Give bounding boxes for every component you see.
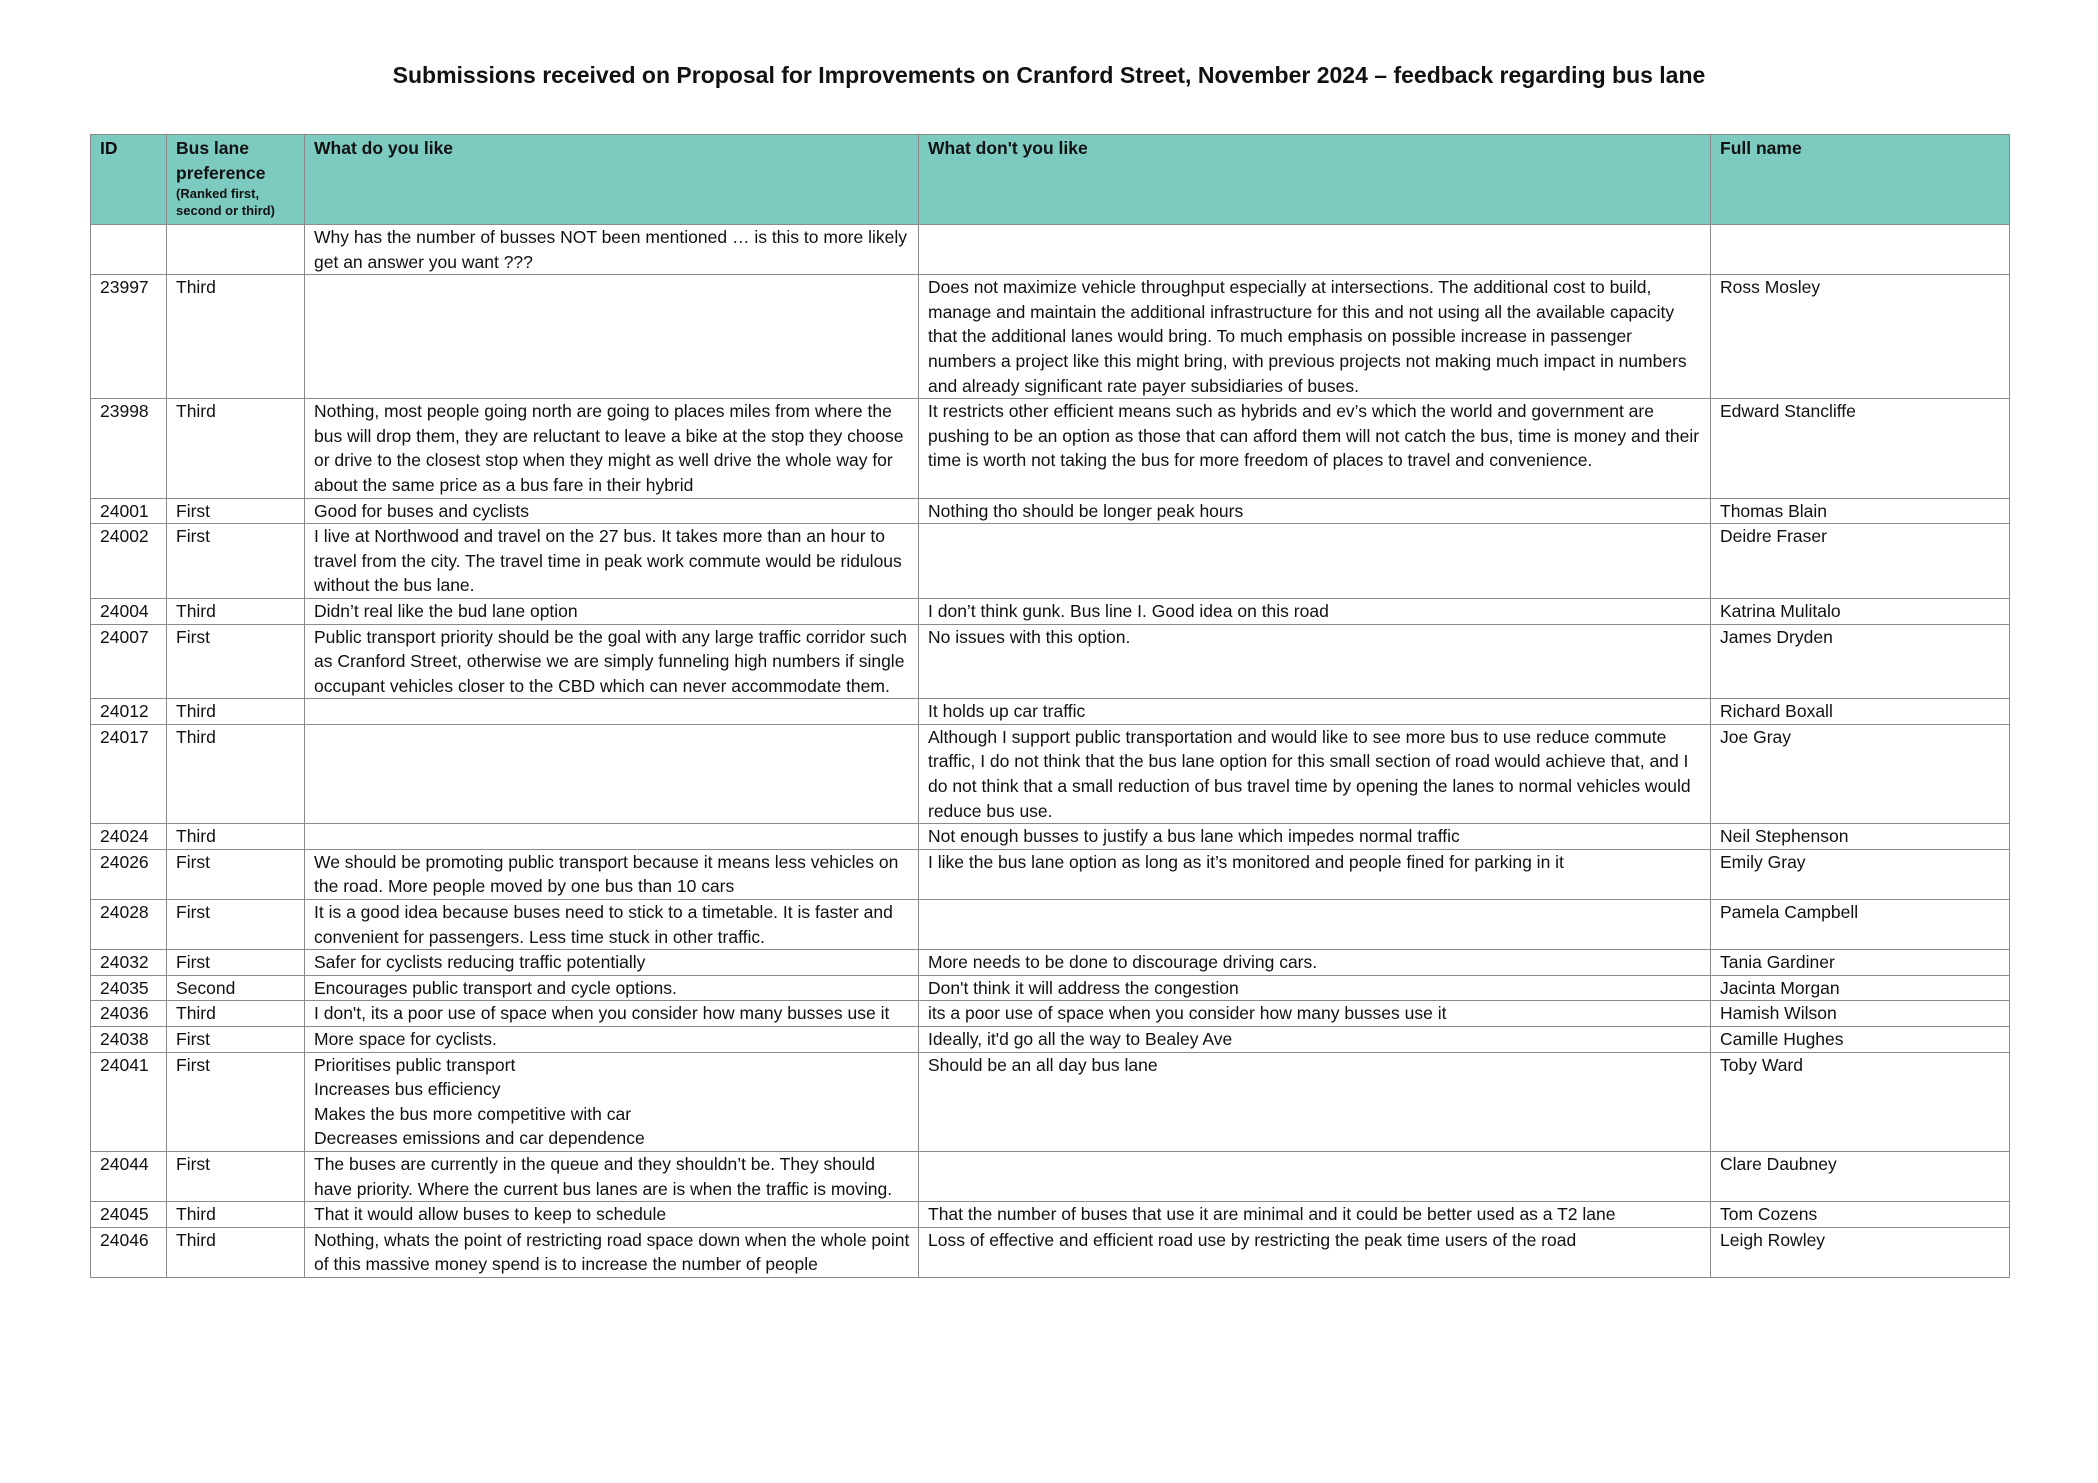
cell-id: 23998 [91,399,167,498]
cell-like: Didn’t real like the bud lane option [305,598,919,624]
cell-full-name: James Dryden [1711,624,2010,699]
cell-preference: Third [167,598,305,624]
cell-id: 24035 [91,975,167,1001]
cell-dislike: its a poor use of space when you consider how many busses use it [919,1001,1711,1027]
cell-id: 23997 [91,275,167,399]
cell-like: Nothing, most people going north are going to places miles from where the bus will drop them, they are reluctant to leave a bike at the stop they choose or drive to the closest stop when they might as well drive the whole way for about the same price as a bus fare in their hybrid [305,399,919,498]
cell-like: It is a good idea because buses need to stick to a timetable. It is faster and convenient for passengers. Less time stuck in other traffic. [305,900,919,950]
table-row [91,1151,2010,1201]
cell-full-name: Tania Gardiner [1711,950,2010,976]
table-row [91,1202,2010,1228]
table-row [91,1052,2010,1151]
cell-full-name: Clare Daubney [1711,1151,2010,1201]
cell-preference: First [167,498,305,524]
cell-id: 24001 [91,498,167,524]
cell-like [305,724,919,823]
cell-dislike [919,524,1711,599]
cell-like: Safer for cyclists reducing traffic potentially [305,950,919,976]
cell-preference: Third [167,399,305,498]
cell-full-name: Jacinta Morgan [1711,975,2010,1001]
cell-id: 24044 [91,1151,167,1201]
cell-id: 24045 [91,1202,167,1228]
cell-id: 24002 [91,524,167,599]
cell-preference: Third [167,699,305,725]
cell-like: Good for buses and cyclists [305,498,919,524]
cell-dislike: More needs to be done to discourage driving cars. [919,950,1711,976]
table-row [91,275,2010,399]
cell-id: 24028 [91,900,167,950]
table-row [91,598,2010,624]
table-row [91,724,2010,823]
cell-full-name: Hamish Wilson [1711,1001,2010,1027]
cell-full-name: Neil Stephenson [1711,824,2010,850]
cell-dislike: I don’t think gunk. Bus line I. Good idea on this road [919,598,1711,624]
cell-dislike [919,225,1711,275]
table-row [91,1027,2010,1053]
cell-like: Public transport priority should be the goal with any large traffic corridor such as Cranford Street, otherwise we are simply funneling high numbers if single occupant vehicles closer to the CBD which can never accommodate them. [305,624,919,699]
cell-full-name: Katrina Mulitalo [1711,598,2010,624]
table-row [91,900,2010,950]
cell-like: Encourages public transport and cycle options. [305,975,919,1001]
cell-id: 24017 [91,724,167,823]
cell-dislike [919,900,1711,950]
cell-full-name: Thomas Blain [1711,498,2010,524]
cell-full-name: Ross Mosley [1711,275,2010,399]
cell-id: 24046 [91,1227,167,1277]
cell-preference: First [167,1052,305,1151]
cell-preference: Third [167,824,305,850]
cell-like: I don't, its a poor use of space when you consider how many busses use it [305,1001,919,1027]
cell-preference: Second [167,975,305,1001]
header-preference [167,135,305,225]
cell-like: Nothing, whats the point of restricting road space down when the whole point of this massive money spend is to increase the number of people [305,1227,919,1277]
table-row [91,624,2010,699]
cell-like: The buses are currently in the queue and they shouldn’t be. They should have priority. Where the current bus lanes are is when the traffic is moving. [305,1151,919,1201]
cell-like [305,699,919,725]
header-id: ID [91,135,167,225]
cell-id: 24012 [91,699,167,725]
cell-preference: Third [167,1001,305,1027]
cell-dislike: It holds up car traffic [919,699,1711,725]
cell-dislike: That the number of buses that use it are minimal and it could be better used as a T2 lane [919,1202,1711,1228]
cell-id: 24036 [91,1001,167,1027]
cell-dislike: I like the bus lane option as long as it’s monitored and people fined for parking in it [919,849,1711,899]
table-row [91,1227,2010,1277]
cell-like: Why has the number of busses NOT been mentioned … is this to more likely get an answer you want ??? [305,225,919,275]
cell-full-name: Toby Ward [1711,1052,2010,1151]
cell-dislike: Should be an all day bus lane [919,1052,1711,1151]
cell-preference: First [167,1151,305,1201]
cell-preference: First [167,950,305,976]
cell-id [91,225,167,275]
table-row [91,1001,2010,1027]
cell-like: Prioritises public transport Increases bus efficiency Makes the bus more competitive with car Decreases emissions and car dependence [305,1052,919,1151]
cell-full-name [1711,225,2010,275]
table-row [91,498,2010,524]
header-like: What do you like [305,135,919,225]
cell-dislike: No issues with this option. [919,624,1711,699]
cell-id: 24004 [91,598,167,624]
cell-preference: First [167,900,305,950]
table-row [91,399,2010,498]
cell-preference: First [167,849,305,899]
table-row [91,950,2010,976]
cell-preference: First [167,524,305,599]
cell-preference: First [167,1027,305,1053]
cell-dislike: Although I support public transportation and would like to see more bus to use reduce commute traffic, I do not think that the bus lane option for this small section of road would achieve that, and I do not think that a small reduction of bus travel time by opening the lanes to normal vehicles would reduce bus use. [919,724,1711,823]
cell-like: I live at Northwood and travel on the 27 bus. It takes more than an hour to travel from the city. The travel time in peak work commute would be ridulous without the bus lane. [305,524,919,599]
table-row [91,524,2010,599]
cell-dislike: It restricts other efficient means such as hybrids and ev’s which the world and government are pushing to be an option as those that can afford them will not catch the bus, time is money and their time is worth not taking the bus for more freedom of places to travel and convenience. [919,399,1711,498]
table-header [91,135,2010,225]
cell-full-name: Joe Gray [1711,724,2010,823]
cell-id: 24007 [91,624,167,699]
cell-full-name: Tom Cozens [1711,1202,2010,1228]
cell-dislike: Does not maximize vehicle throughput especially at intersections. The additional cost to build, manage and maintain the additional infrastructure for this and not using all the available capacity that the additional lanes would bring. To much emphasis on possible increase in passenger numbers a project like this might bring, with previous projects not making much impact in numbers and already significant rate payer subsidiaries of buses. [919,275,1711,399]
cell-like: We should be promoting public transport because it means less vehicles on the road. More people moved by one bus than 10 cars [305,849,919,899]
cell-like: That it would allow buses to keep to schedule [305,1202,919,1228]
cell-id: 24032 [91,950,167,976]
cell-preference: Third [167,724,305,823]
cell-preference [167,225,305,275]
header-preference-note: (Ranked first, second or third) [176,186,275,219]
cell-full-name: Emily Gray [1711,849,2010,899]
cell-like: More space for cyclists. [305,1027,919,1053]
submissions-table [90,134,2010,1278]
cell-dislike: Don't think it will address the congestion [919,975,1711,1001]
cell-full-name: Leigh Rowley [1711,1227,2010,1277]
page-title: Submissions received on Proposal for Improvements on Cranford Street, November 2024 – feedback regarding bus lane [392,62,1706,88]
cell-id: 24026 [91,849,167,899]
table-row [91,849,2010,899]
table-row [91,824,2010,850]
table-row [91,975,2010,1001]
cell-full-name: Richard Boxall [1711,699,2010,725]
cell-dislike: Nothing tho should be longer peak hours [919,498,1711,524]
cell-preference: Third [167,275,305,399]
cell-full-name: Deidre Fraser [1711,524,2010,599]
cell-dislike [919,1151,1711,1201]
cell-id: 24038 [91,1027,167,1053]
cell-like [305,275,919,399]
cell-preference: First [167,624,305,699]
cell-preference: Third [167,1227,305,1277]
header-name: Full name [1711,135,2010,225]
header-dislike: What don't you like [919,135,1711,225]
header-row [91,135,2010,225]
cell-dislike: Not enough busses to justify a bus lane which impedes normal traffic [919,824,1711,850]
cell-id: 24024 [91,824,167,850]
table-row [91,225,2010,275]
cell-like [305,824,919,850]
cell-full-name: Camille Hughes [1711,1027,2010,1053]
cell-dislike: Ideally, it'd go all the way to Bealey Ave [919,1027,1711,1053]
cell-full-name: Edward Stancliffe [1711,399,2010,498]
table-body [91,225,2010,1278]
cell-preference: Third [167,1202,305,1228]
cell-full-name: Pamela Campbell [1711,900,2010,950]
table-row [91,699,2010,725]
cell-id: 24041 [91,1052,167,1151]
header-preference-label: Bus lane preference [176,138,266,183]
cell-dislike: Loss of effective and efficient road use by restricting the peak time users of the road [919,1227,1711,1277]
